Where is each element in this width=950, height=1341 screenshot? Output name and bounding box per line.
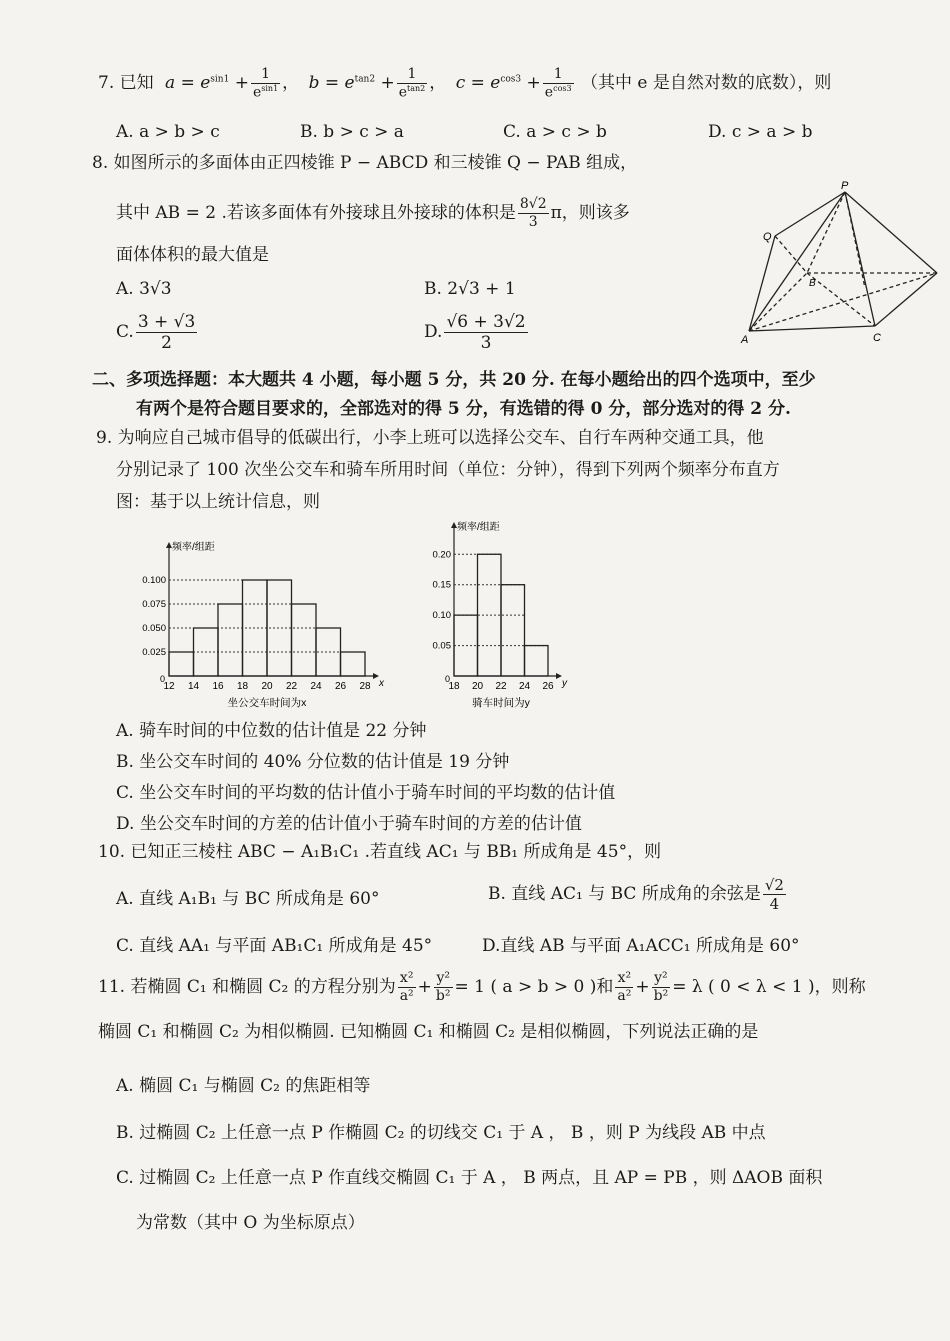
histogram-bar: [169, 652, 194, 676]
origin-label: 0: [444, 674, 450, 684]
q7-stem: 7. 已知 $a = e^{sin1}$ + $\frac{1}{e^{sin1}}$ ， $b = e^{tan2}$ + $\frac{1}{e^{tan2}}$ ， $c = e^{cos3}$ + $\frac{1}{e^{cos3}}$ （其中 e 是自然对数的底数），则: [98, 66, 832, 101]
q9-line3: 图：基于以上统计信息，则: [116, 492, 320, 512]
q10-option-d: D.直线 AB 与平面 A₁ACC₁ 所成角是 60°: [482, 936, 800, 956]
q11-line1: 11. 若椭圆 C₁ 和椭圆 C₂ 的方程分别为 $\frac{\text{x²}}{\text{a²}}$ + $\frac{\text{y²}}{\text{b²}}$ = 1 ( a > b > 0 )和 $\frac{\text{x²}}{\text{a²}}$ + $\frac{\text{y²}}{\text{b²}}$ = λ ( 0 < λ < 1 )，则称: [98, 970, 866, 1004]
q9-option-a: A. 骑车时间的中位数的估计值是 22 分钟: [116, 721, 427, 741]
y-tick-label: 0.100: [142, 575, 166, 586]
x-tick-label: 24: [518, 681, 531, 692]
q9-line2: 分别记录了 100 次坐公交车和骑车所用时间（单位：分钟），得到下列两个频率分布直方: [116, 460, 780, 480]
bus-time-histogram: [125, 518, 400, 713]
x-axis-letter: x: [379, 678, 384, 689]
q7-option-c: C. a > c > b: [503, 122, 607, 142]
y-tick-label: 0.025: [142, 647, 166, 658]
x-tick-label: 20: [261, 681, 273, 692]
y-tick-label: 0.050: [142, 623, 166, 634]
q9-option-c: C. 坐公交车时间的平均数的估计值小于骑车时间的平均数的估计值: [116, 783, 616, 803]
q8-option-d: D. $\frac{√6 + 3√2}{3}$: [424, 312, 526, 353]
histogram-bar: [454, 615, 478, 676]
label-a: A: [741, 334, 749, 346]
histogram-bar: [478, 554, 502, 676]
label-c: C: [873, 332, 881, 344]
histogram-bar: [525, 646, 549, 676]
histogram-bar: [501, 585, 525, 676]
q8-line1: 8. 如图所示的多面体由正四棱锥 P − ABCD 和三棱锥 Q − PAB 组成，: [92, 153, 638, 173]
q8-option-b: B. 2√3 + 1: [424, 279, 516, 299]
y-axis-label: 频率/组距: [457, 522, 500, 533]
x-tick-label: 22: [495, 681, 507, 692]
histogram-bar: [316, 628, 341, 676]
q8-option-c: C. $\frac{3 + √3}{2}$: [116, 312, 196, 353]
q7-option-b: B. b > c > a: [300, 122, 404, 142]
label-p: P: [841, 180, 849, 192]
y-tick-label: 0.10: [432, 610, 451, 622]
label-q: Q: [763, 231, 772, 243]
section2-line1: 二、多项选择题：本大题共 4 小题，每小题 5 分，共 20 分. 在每小题给出的四个选项中，至少: [92, 370, 816, 390]
y-tick-label: 0.15: [432, 579, 451, 591]
section2-line2: 有两个是符合题目要求的，全部选对的得 5 分，有选错的得 0 分，部分选对的得 2 分.: [136, 399, 791, 419]
q7-option-d: D. c > a > b: [708, 122, 813, 142]
q9-line1: 9. 为响应自己城市倡导的低碳出行，小李上班可以选择公交车、自行车两种交通工具，他: [96, 428, 764, 448]
y-tick-label: 0.20: [432, 549, 451, 561]
x-tick-label: 20: [471, 681, 484, 692]
q11-option-c: C. 过椭圆 C₂ 上任意一点 P 作直线交椭圆 C₁ 于 A ， B 两点，且 AP = PB ，则 ΔAOB 面积: [116, 1168, 823, 1188]
volume-fraction: $\frac{8√2}{3}$: [519, 196, 547, 230]
x-tick-label: 22: [285, 681, 298, 692]
y-axis-label: 频率/组距: [172, 542, 215, 553]
q11-option-b: B. 过椭圆 C₂ 上任意一点 P 作椭圆 C₂ 的切线交 C₁ 于 A ， B ，则 P 为线段 AB 中点: [116, 1123, 766, 1143]
q8-line2: 其中 AB = 2 .若该多面体有外接球且外接球的体积是 $\frac{8√2}{3}$ π，则该多: [116, 196, 630, 230]
y-tick-label: 0.05: [432, 640, 451, 652]
q10-stem: 10. 已知正三棱柱 ABC − A₁B₁C₁ .若直线 AC₁ 与 BB₁ 所成角是 45°，则: [98, 842, 662, 862]
q11-line2: 椭圆 C₁ 和椭圆 C₂ 为相似椭圆. 已知椭圆 C₁ 和椭圆 C₂ 是相似椭圆，下列说法正确的是: [98, 1022, 759, 1042]
x-tick-label: 16: [212, 681, 224, 692]
x-axis-letter: y: [562, 678, 567, 689]
q9-option-d: D. 坐公交车时间的方差的估计值小于骑车时间的方差的估计值: [116, 814, 582, 834]
q11-option-c-continued: 为常数（其中 O 为坐标原点）: [136, 1213, 365, 1233]
x-tick-label: 18: [236, 681, 249, 692]
x-tick-label: 18: [448, 681, 460, 692]
q9-option-b: B. 坐公交车时间的 40% 分位数的估计值是 19 分钟: [116, 752, 510, 772]
polyhedron-figure: [735, 178, 950, 348]
histogram-bar: [218, 604, 243, 676]
x-axis-label: 坐公交车时间为x: [227, 697, 307, 709]
bike-time-histogram: [410, 518, 595, 713]
x-tick-label: 26: [542, 681, 554, 692]
label-b: B: [809, 278, 816, 289]
x-tick-label: 26: [334, 681, 347, 692]
x-tick-label: 28: [359, 681, 371, 692]
x-axis-label: 骑车时间为y: [472, 697, 530, 709]
x-tick-label: 12: [163, 681, 175, 692]
q10-option-a: A. 直线 A₁B₁ 与 BC 所成角是 60°: [116, 889, 380, 909]
y-tick-label: 0.075: [142, 599, 166, 610]
origin-label: 0: [159, 674, 165, 684]
q8-option-a: A. 3√3: [116, 279, 172, 299]
x-tick-label: 14: [187, 681, 200, 692]
q8-line3: 面体体积的最大值是: [116, 245, 269, 265]
q10-option-b: B. 直线 AC₁ 与 BC 所成角的余弦是 $\frac{√2}{4}$: [488, 876, 784, 913]
q7-option-a: A. a > b > c: [116, 122, 220, 142]
q10-option-c: C. 直线 AA₁ 与平面 AB₁C₁ 所成角是 45°: [116, 936, 433, 956]
histogram-bar: [341, 652, 366, 676]
q11-option-a: A. 椭圆 C₁ 与椭圆 C₂ 的焦距相等: [116, 1076, 371, 1096]
x-tick-label: 24: [310, 681, 322, 692]
histogram-bar: [292, 604, 317, 676]
